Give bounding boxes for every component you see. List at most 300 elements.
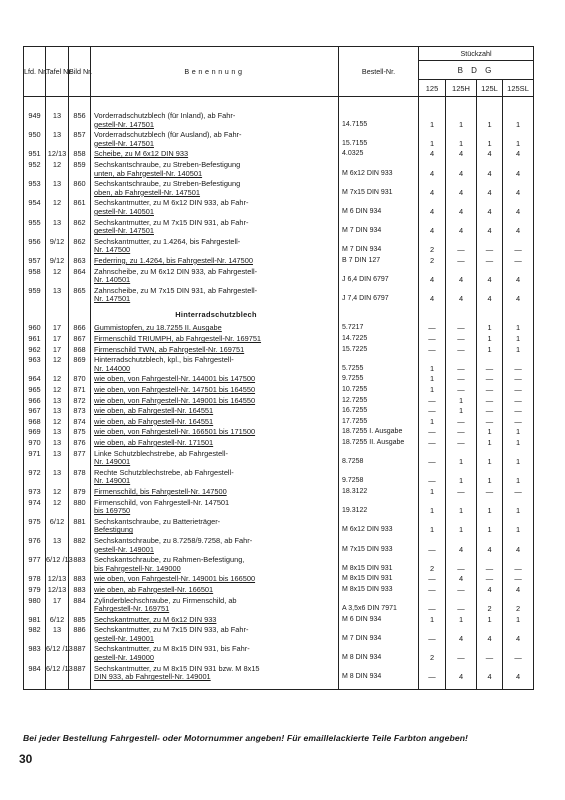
bestell-nr-cell: M 8x15 DIN 933 [339, 585, 419, 596]
table-row [24, 256, 534, 267]
benennung-line: Gummistopfen, zu 18.7255 II. Ausgabe [94, 323, 222, 333]
quantity-cell: 4 [419, 149, 446, 160]
benennung-line: Fahrgestell-Nr. 169751 [94, 604, 170, 614]
benennung-cell [91, 267, 339, 286]
bild-nr-cell: 872 [69, 396, 91, 407]
quantity-cell: 1 [477, 449, 503, 468]
bild-nr-cell: 887 [69, 644, 91, 663]
quantity-cell: 1 [503, 438, 534, 449]
quantity-cell: — [419, 664, 446, 683]
bestell-nr-cell: M 8x15 DIN 931 [339, 574, 419, 585]
benennung-line: Vorderradschutzblech (für Inland), ab Fahr- [94, 111, 236, 120]
empty-cell [446, 683, 477, 690]
quantity-cell: 1 [419, 487, 446, 498]
bild-nr-cell: 867 [69, 334, 91, 345]
quantity-cell: 4 [503, 664, 534, 683]
quantity-cell: — [419, 427, 446, 438]
benennung-cell [91, 517, 339, 536]
quantity-cell: 1 [477, 130, 503, 149]
table-row [24, 596, 534, 615]
quantity-cell: 4 [477, 286, 503, 305]
header-model-125h: 125H [446, 80, 477, 97]
quantity-cell: — [503, 237, 534, 256]
tafel-nr-cell: 13 [46, 625, 69, 644]
lfd-nr-cell: 957 [24, 256, 46, 267]
benennung-cell [91, 417, 339, 428]
benennung-line: Firmenschild, von Fahrgestell-Nr. 147501 [94, 497, 230, 507]
tafel-nr-cell: 6/12 /13 [46, 664, 69, 683]
benennung-line: wie oben, von Fahrgestell-Nr. 147501 bis 164550 [94, 385, 256, 395]
header-bestell-nr: Bestell-Nr. [339, 47, 419, 97]
tafel-nr-cell: 9/12 [46, 256, 69, 267]
quantity-cell: 1 [419, 615, 446, 626]
bestell-nr-cell: 10.7255 [339, 385, 419, 396]
benennung-line: wie oben, von Fahrgestell-Nr. 144001 bis 147500 [94, 374, 256, 384]
benennung-cell [91, 615, 339, 626]
quantity-cell: — [503, 385, 534, 396]
bestell-nr-cell: 9.7255 [339, 374, 419, 385]
header-bild-nr: Bild Nr. [69, 47, 91, 97]
benennung-cell [91, 198, 339, 217]
quantity-cell: — [446, 237, 477, 256]
quantity-cell: — [446, 644, 477, 663]
quantity-cell: 1 [419, 517, 446, 536]
quantity-cell: 4 [503, 149, 534, 160]
lfd-nr-cell: 982 [24, 625, 46, 644]
quantity-cell: — [503, 256, 534, 267]
quantity-cell: — [503, 574, 534, 585]
quantity-cell: — [446, 385, 477, 396]
quantity-cell: — [503, 644, 534, 663]
benennung-cell [91, 130, 339, 149]
bild-nr-cell: 884 [69, 596, 91, 615]
quantity-cell: 1 [503, 334, 534, 345]
quantity-cell: — [477, 396, 503, 407]
quantity-cell: 4 [446, 286, 477, 305]
table-body [24, 97, 534, 690]
quantity-cell: — [446, 427, 477, 438]
benennung-line: Sechskantschraube, zu Streben-Befestigung [94, 159, 241, 169]
tafel-nr-cell: 12 [46, 374, 69, 385]
lfd-nr-cell: 976 [24, 536, 46, 555]
tafel-nr-cell: 12 [46, 498, 69, 517]
lfd-nr-cell: 949 [24, 111, 46, 130]
table-row [24, 468, 534, 487]
tafel-nr-cell: 13 [46, 427, 69, 438]
quantity-cell: 1 [446, 468, 477, 487]
benennung-line: Hinterradschutzblech, kpl., bis Fahrgestell- [94, 355, 234, 365]
bild-nr-cell: 887 [69, 664, 91, 683]
quantity-cell: 4 [477, 585, 503, 596]
table-end [24, 683, 534, 690]
quantity-cell: 4 [446, 218, 477, 237]
benennung-line: gestell-Nr. 149001 [94, 544, 154, 554]
bestell-nr-cell: 15.7155 [339, 130, 419, 149]
quantity-cell: 4 [477, 536, 503, 555]
bild-nr-cell: 886 [69, 625, 91, 644]
tafel-nr-cell: 12/13 [46, 585, 69, 596]
quantity-cell: 4 [477, 664, 503, 683]
empty-cell [446, 305, 477, 324]
lfd-nr-cell: 951 [24, 149, 46, 160]
table-row [24, 487, 534, 498]
quantity-cell: 1 [446, 406, 477, 417]
empty-cell [339, 683, 419, 690]
bestell-nr-cell: 8.7258 [339, 449, 419, 468]
benennung-line: Nr. 149001 [94, 457, 131, 467]
lfd-nr-cell: 956 [24, 237, 46, 256]
table-row [24, 585, 534, 596]
bild-nr-cell: 878 [69, 468, 91, 487]
quantity-cell: 4 [477, 179, 503, 198]
benennung-line: wie oben, ab Fahrgestell-Nr. 171501 [94, 438, 214, 447]
bild-nr-cell: 866 [69, 323, 91, 334]
benennung-cell [91, 396, 339, 407]
quantity-cell: 4 [503, 585, 534, 596]
benennung-line: wie oben, von Fahrgestell-Nr. 166501 bis 171500 [94, 427, 256, 437]
bild-nr-cell: 864 [69, 267, 91, 286]
bestell-nr-cell: 17.7255 [339, 417, 419, 428]
quantity-cell: 1 [477, 334, 503, 345]
quantity-cell: — [446, 417, 477, 428]
benennung-line: Befestigung [94, 525, 134, 535]
lfd-nr-cell: 972 [24, 468, 46, 487]
quantity-cell: 1 [503, 111, 534, 130]
quantity-cell: — [503, 417, 534, 428]
lfd-nr-cell: 979 [24, 585, 46, 596]
quantity-cell: — [419, 585, 446, 596]
quantity-cell: — [503, 396, 534, 407]
tafel-nr-cell: 13 [46, 536, 69, 555]
quantity-cell: 4 [419, 198, 446, 217]
bestell-nr-cell: 14.7155 [339, 111, 419, 130]
quantity-cell: 1 [503, 345, 534, 356]
quantity-cell: — [446, 487, 477, 498]
bild-nr-cell: 869 [69, 355, 91, 374]
quantity-cell: — [477, 406, 503, 417]
table-row [24, 625, 534, 644]
benennung-line: wie oben, ab Fahrgestell-Nr. 164551 [94, 406, 214, 416]
quantity-cell: 1 [446, 130, 477, 149]
bestell-nr-cell: 5.7217 [339, 323, 419, 334]
tafel-nr-cell: 13 [46, 396, 69, 407]
benennung-line: Zylinderblechschraube, zu Firmenschild, ab [94, 595, 237, 605]
benennung-line: Rechte Schutzblechstrebe, ab Fahrgestell- [94, 467, 234, 477]
quantity-cell: — [503, 355, 534, 374]
bestell-nr-cell: 5.7255 [339, 355, 419, 374]
quantity-cell: 1 [477, 438, 503, 449]
table-row [24, 267, 534, 286]
tafel-nr-cell: 13 [46, 218, 69, 237]
quantity-cell: 4 [477, 267, 503, 286]
benennung-cell [91, 256, 339, 267]
bestell-nr-cell: M 7x15 DIN 933 [339, 536, 419, 555]
bild-nr-cell: 860 [69, 179, 91, 198]
tafel-nr-cell: 17 [46, 345, 69, 356]
empty-cell [339, 305, 419, 324]
quantity-cell: 4 [446, 149, 477, 160]
header-stueckzahl: Stückzahl [419, 47, 534, 61]
quantity-cell: 1 [477, 427, 503, 438]
section-title: Hinterradschutzblech [91, 305, 339, 324]
quantity-cell: 1 [503, 427, 534, 438]
table-row [24, 160, 534, 179]
benennung-cell [91, 574, 339, 585]
empty-cell [477, 683, 503, 690]
benennung-cell [91, 345, 339, 356]
tafel-nr-cell: 12 [46, 487, 69, 498]
benennung-line: gestell-Nr. 149001 [94, 633, 154, 643]
quantity-cell: 4 [419, 160, 446, 179]
bild-nr-cell: 874 [69, 417, 91, 428]
tafel-nr-cell: 6/12 [46, 615, 69, 626]
quantity-cell: — [477, 487, 503, 498]
quantity-cell: — [446, 334, 477, 345]
header-tafel-nr: Tafel Nr. [46, 47, 69, 97]
lfd-nr-cell: 950 [24, 130, 46, 149]
benennung-cell [91, 498, 339, 517]
bild-nr-cell: 885 [69, 615, 91, 626]
benennung-line: wie oben, ab Fahrgestell-Nr. 166501 [94, 584, 214, 594]
quantity-cell: 4 [503, 625, 534, 644]
table-row [24, 374, 534, 385]
benennung-line: Sechskantmutter, zu M 7x15 DIN 931, ab Fahr- [94, 217, 249, 227]
quantity-cell: 1 [419, 355, 446, 374]
quantity-cell: — [419, 345, 446, 356]
benennung-cell [91, 625, 339, 644]
quantity-cell: 4 [419, 286, 446, 305]
benennung-line: Firmenschild TRIUMPH, ab Fahrgestell-Nr. 169751 [94, 334, 262, 344]
bestell-nr-cell: 19.3122 [339, 498, 419, 517]
quantity-cell: 2 [419, 237, 446, 256]
benennung-cell [91, 355, 339, 374]
quantity-cell: — [419, 536, 446, 555]
table-row [24, 130, 534, 149]
tafel-nr-cell: 13 [46, 468, 69, 487]
quantity-cell: 1 [446, 517, 477, 536]
quantity-cell: 4 [419, 218, 446, 237]
lfd-nr-cell: 961 [24, 334, 46, 345]
benennung-line: Sechskantmutter, zu 1.4264, bis Fahrgestell- [94, 236, 241, 246]
tafel-nr-cell: 9/12 [46, 237, 69, 256]
quantity-cell: — [446, 374, 477, 385]
bestell-nr-cell: 15.7225 [339, 345, 419, 356]
quantity-cell: — [446, 256, 477, 267]
bestell-nr-cell: M 8 DIN 934 [339, 644, 419, 663]
quantity-cell: — [503, 555, 534, 574]
tafel-nr-cell: 6/12 /13 [46, 555, 69, 574]
lfd-nr-cell: 973 [24, 487, 46, 498]
quantity-cell: 1 [503, 498, 534, 517]
bild-nr-cell: 858 [69, 149, 91, 160]
bestell-nr-cell: M 8 DIN 934 [339, 664, 419, 683]
lfd-nr-cell: 965 [24, 385, 46, 396]
empty-cell [419, 305, 446, 324]
benennung-line: oben, ab Fahrgestell-Nr. 147501 [94, 187, 201, 197]
lfd-nr-cell: 962 [24, 345, 46, 356]
tafel-nr-cell: 12/13 [46, 149, 69, 160]
table-row [24, 644, 534, 663]
tafel-nr-cell: 13 [46, 438, 69, 449]
quantity-cell: 2 [419, 644, 446, 663]
table-row [24, 323, 534, 334]
quantity-cell: — [503, 406, 534, 417]
lfd-nr-cell: 974 [24, 498, 46, 517]
table-row [24, 438, 534, 449]
benennung-cell [91, 160, 339, 179]
quantity-cell: 1 [419, 385, 446, 396]
empty-cell [69, 683, 91, 690]
benennung-line: Sechskantschraube, zu 8.7258/9.7258, ab Fahr- [94, 535, 253, 545]
benennung-line: gestell-Nr. 147501 [94, 226, 154, 236]
table-row [24, 427, 534, 438]
quantity-cell: — [419, 323, 446, 334]
bild-nr-cell: 868 [69, 345, 91, 356]
quantity-cell: 1 [477, 345, 503, 356]
tafel-nr-cell: 12 [46, 160, 69, 179]
tafel-nr-cell: 6/12 [46, 517, 69, 536]
page-number: 30 [19, 752, 33, 766]
tafel-nr-cell: 12 [46, 267, 69, 286]
table-row [24, 555, 534, 574]
quantity-cell: — [419, 574, 446, 585]
benennung-line: gestell-Nr. 140501 [94, 206, 154, 216]
bild-nr-cell: 875 [69, 427, 91, 438]
benennung-line: unten, ab Fahrgestell-Nr. 140501 [94, 168, 203, 178]
empty-cell [24, 683, 46, 690]
benennung-line: Sechskantmutter, zu M 7x15 DIN 933, ab Fahr- [94, 625, 249, 635]
quantity-cell: 4 [503, 218, 534, 237]
lfd-nr-cell: 966 [24, 396, 46, 407]
quantity-cell: 4 [503, 198, 534, 217]
bild-nr-cell: 870 [69, 374, 91, 385]
benennung-line: Sechskantschraube, zu Streben-Befestigung [94, 179, 241, 189]
quantity-cell: 4 [446, 179, 477, 198]
benennung-cell [91, 406, 339, 417]
lfd-nr-cell: 971 [24, 449, 46, 468]
lfd-nr-cell: 969 [24, 427, 46, 438]
benennung-cell [91, 664, 339, 683]
lfd-nr-cell: 960 [24, 323, 46, 334]
tafel-nr-cell: 13 [46, 286, 69, 305]
bild-nr-cell: 883 [69, 555, 91, 574]
benennung-line: Sechskantmutter, zu M 6x12 DIN 933 [94, 614, 217, 624]
lfd-nr-cell: 981 [24, 615, 46, 626]
table-row [24, 664, 534, 683]
bestell-nr-cell: 14.7225 [339, 334, 419, 345]
empty-cell [91, 683, 339, 690]
benennung-cell [91, 179, 339, 198]
quantity-cell: 2 [477, 596, 503, 615]
benennung-line: DIN 933, ab Fahrgestell-Nr. 149001 [94, 672, 211, 682]
quantity-cell: 1 [419, 130, 446, 149]
quantity-cell: 4 [503, 286, 534, 305]
tafel-nr-cell: 13 [46, 111, 69, 130]
bestell-nr-cell: 12.7255 [339, 396, 419, 407]
header-model-125sl: 125SL [503, 80, 534, 97]
table-row [24, 355, 534, 374]
bild-nr-cell: 857 [69, 130, 91, 149]
bestell-nr-cell: 16.7255 [339, 406, 419, 417]
benennung-cell [91, 218, 339, 237]
bild-nr-cell: 879 [69, 487, 91, 498]
empty-cell [477, 305, 503, 324]
table-row [24, 334, 534, 345]
bild-nr-cell: 861 [69, 198, 91, 217]
quantity-cell: — [446, 323, 477, 334]
quantity-cell: — [477, 385, 503, 396]
tafel-nr-cell: 13 [46, 130, 69, 149]
bestell-nr-cell: M 6x12 DIN 933 [339, 160, 419, 179]
lfd-nr-cell: 980 [24, 596, 46, 615]
quantity-cell: 1 [503, 615, 534, 626]
quantity-cell: — [419, 438, 446, 449]
quantity-cell: 4 [446, 160, 477, 179]
empty-cell [24, 305, 46, 324]
benennung-cell [91, 149, 339, 160]
bestell-nr-cell: M 7 DIN 934 [339, 625, 419, 644]
table-row [24, 417, 534, 428]
benennung-line: Scheibe, zu M 6x12 DIN 933 [94, 149, 189, 159]
quantity-cell: — [446, 438, 477, 449]
bild-nr-cell: 881 [69, 517, 91, 536]
benennung-cell [91, 555, 339, 574]
benennung-line: Firmenschild, bis Fahrgestell-Nr. 147500 [94, 486, 227, 496]
benennung-cell [91, 468, 339, 487]
lfd-nr-cell: 970 [24, 438, 46, 449]
quantity-cell: 1 [477, 498, 503, 517]
bild-nr-cell: 876 [69, 438, 91, 449]
quantity-cell: — [477, 555, 503, 574]
benennung-line: bis 169750 [94, 506, 131, 516]
quantity-cell: — [477, 644, 503, 663]
quantity-cell: 1 [477, 323, 503, 334]
quantity-cell: 4 [503, 179, 534, 198]
quantity-cell: 1 [477, 517, 503, 536]
bestell-nr-cell: A 3,5x6 DIN 7971 [339, 596, 419, 615]
bestell-nr-cell: M 7x15 DIN 931 [339, 179, 419, 198]
benennung-line: wie oben, ab Fahrgestell-Nr. 164551 [94, 416, 214, 426]
benennung-line: Nr. 144000 [94, 363, 131, 373]
quantity-cell: — [503, 487, 534, 498]
lfd-nr-cell: 954 [24, 198, 46, 217]
benennung-line: Sechskantmutter, zu M 6x12 DIN 933, ab Fahr- [94, 198, 249, 208]
bild-nr-cell: 880 [69, 498, 91, 517]
bild-nr-cell: 859 [69, 160, 91, 179]
bestell-nr-cell: M 6x12 DIN 933 [339, 517, 419, 536]
bestell-nr-cell: B 7 DIN 127 [339, 256, 419, 267]
table-row [24, 237, 534, 256]
quantity-cell: — [477, 355, 503, 374]
quantity-cell: 4 [477, 625, 503, 644]
bestell-nr-cell: M 7 DIN 934 [339, 218, 419, 237]
quantity-cell: 4 [446, 664, 477, 683]
lfd-nr-cell: 968 [24, 417, 46, 428]
quantity-cell: — [503, 374, 534, 385]
table-row [24, 574, 534, 585]
benennung-cell [91, 427, 339, 438]
quantity-cell: 2 [419, 256, 446, 267]
table-row [24, 179, 534, 198]
empty-cell [503, 305, 534, 324]
bild-nr-cell: 873 [69, 406, 91, 417]
bild-nr-cell: 862 [69, 218, 91, 237]
lfd-nr-cell: 963 [24, 355, 46, 374]
quantity-cell: 2 [503, 596, 534, 615]
table-row [24, 286, 534, 305]
section-row [24, 305, 534, 324]
bestell-nr-cell: M 8x15 DIN 931 [339, 555, 419, 574]
